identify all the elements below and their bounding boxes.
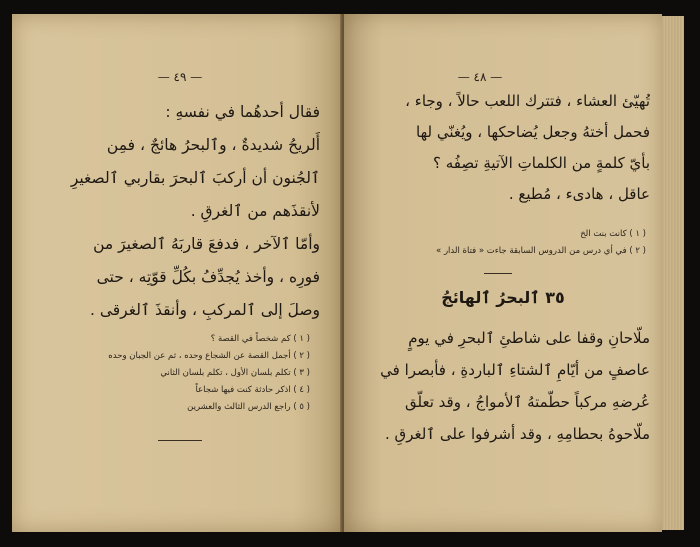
text-line: عُرضهِ مركباً حطّمتهُ ٱلأمواجُ ، وقد تعلّق — [405, 393, 650, 411]
text-line: ٱلجُنون أن أركبَ ٱلبحرَ بقاربي ٱلصغيرِ — [70, 169, 320, 187]
text-line: ملّاحانِ وقفا على شاطئِ ٱلبحرِ في يومٍ — [408, 329, 650, 347]
left-page-number: — ٤٩ — — [157, 70, 203, 84]
text-line: ملّاحوهُ بحطامِهِ ، وقد أشرفوا على ٱلغرقِ . — [385, 425, 650, 443]
right-page-number: — ٤٨ — — [457, 70, 503, 84]
text-line: وصلَ إلى ٱلمركبِ ، وأنقذَ ٱلغرقى . — [90, 301, 320, 319]
text-line: بأيّ كلمةٍ من الكلماتِ الآتيةِ تصِفُه ؟ — [433, 154, 650, 172]
footnote: ( ٢ ) أجمل القصة عن الشجاع وحده ، ثم عن الجبان وحده — [108, 351, 310, 361]
page-edges — [662, 16, 684, 530]
right-page-body — [358, 86, 650, 210]
footnote: ( ٤ ) اذكر حادثة كنت فيها شجاعاً — [195, 385, 310, 395]
text-line: لأنقذَهم من ٱلغرقِ . — [190, 202, 320, 220]
right-footnotes — [356, 226, 646, 260]
text-line: عاقل ، هادىء ، مُطيع . — [508, 185, 650, 203]
text-line: عاصفٍ من أيّامِ ٱلشتاءِ ٱلباردةِ ، فأبصرا في — [380, 361, 650, 379]
text-line: فورِه ، وأخذ يُجدِّفُ بكُلِّ قوّتِه ، حتى — [96, 268, 320, 286]
left-page-body — [20, 96, 320, 327]
text-line: وأمّا ٱلآخر ، فدفعَ قاربَهُ ٱلصغيرَ من — [93, 235, 320, 253]
lesson-body — [356, 322, 650, 450]
right-section-rule — [484, 273, 512, 274]
text-line: أَلريحُ شديدةٌ ، وٱلبحرُ هائجٌ ، فمِن — [106, 136, 320, 154]
lesson-heading: ٣٥ ٱلبحرُ ٱلهائجُ — [441, 288, 565, 307]
footnote: ( ٥ ) راجع الدرس الثالث والعشرين — [187, 402, 310, 412]
footnote: ( ٢ ) في أي درس من الدروس السابقة جاءت « فتاة الدار » — [436, 246, 646, 256]
footnote: ( ١ ) كانت بنت الخ — [580, 229, 646, 239]
text-line: فقال أحدهُما في نفسهِ : — [165, 103, 320, 121]
text-line: تُهيّئ العشاء ، فتترك اللعب حالاً ، وجاء ، — [405, 92, 650, 110]
text-line: فحمل أختهُ وجعل يُضاحكها ، ويُغنّي لها — [416, 123, 650, 141]
footnote: ( ٣ ) تكلم بلسان الأول ، تكلم بلسان الثاني — [160, 368, 310, 378]
footnote: ( ١ ) كم شخصاً في القصة ؟ — [210, 334, 310, 344]
left-end-rule — [158, 440, 202, 441]
left-footnotes — [60, 331, 310, 416]
